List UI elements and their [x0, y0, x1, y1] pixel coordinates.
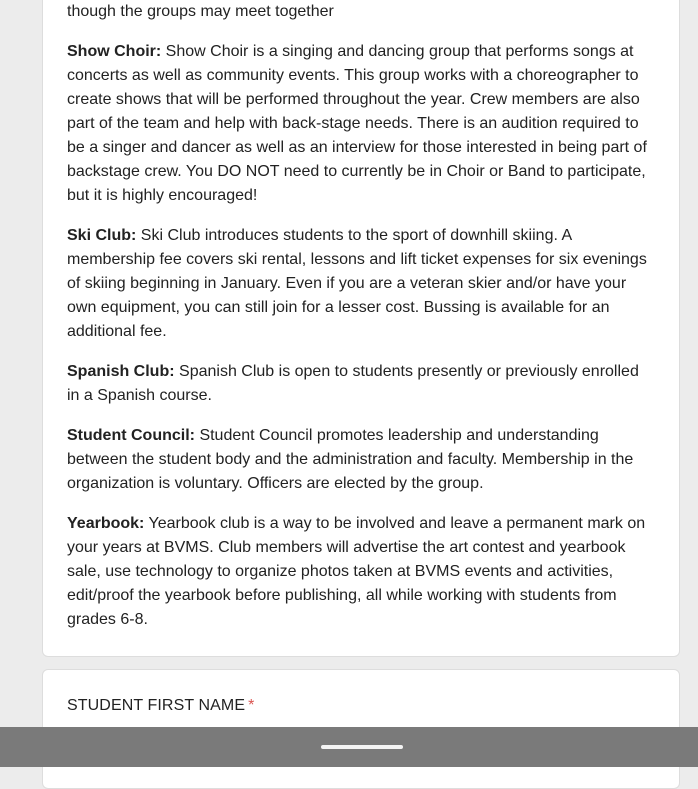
- system-navigation-bar: [0, 727, 698, 767]
- club-yearbook: [67, 512, 655, 632]
- club-description: Ski Club introduces students to the sport of downhill skiing. A membership fee covers ski rental, lessons and lift ticket expenses for six evenings of skiing beginning in January. Even if you are a veteran skier and/or have your own equipment, you can still join for a lesser cost. Bussing is available for an additional fee.: [67, 227, 647, 340]
- club-description: Student Council promotes leadership and understanding between the student body and the administration and faculty. Membership in the organization is voluntary. Officers are elected by the group.: [67, 427, 634, 492]
- required-marker: *: [248, 697, 255, 714]
- club-name: Ski Club:: [67, 227, 137, 244]
- club-name: Show Choir:: [67, 43, 162, 60]
- club-name: Student Council:: [67, 427, 195, 444]
- club-name: Spanish Club:: [67, 363, 175, 380]
- club-description: Show Choir is a singing and dancing group that performs songs at concerts as well as community events. This group works with a choreographer to create shows that will be performed throughout the year. Crew members are also part of the team and help with back-stage needs. There is an audition required to be a singer and dancer as well as an interview for those interested in being part of backstage crew. You DO NOT need to currently be in Choir or Band to participate, but it is highly encouraged!: [67, 43, 647, 204]
- field-label-text: STUDENT FIRST NAME: [67, 697, 246, 714]
- club-name: Yearbook:: [67, 515, 145, 532]
- club-student-council: [67, 424, 655, 496]
- student-first-name-label: [67, 696, 655, 716]
- club-spanish: [67, 360, 655, 408]
- club-show-choir: [67, 40, 655, 208]
- club-description: Spanish Club is open to students presently or previously enrolled in a Spanish course.: [67, 363, 639, 404]
- club-descriptions-card: [42, 0, 680, 657]
- club-ski: [67, 224, 655, 344]
- club-description: Yearbook club is a way to be involved and leave a permanent mark on your years at BVMS. Club members will advertise the art contest and yearbook sale, use technology to organize photos taken at BVMS events and activities, edit/proof the yearbook before publishing, all while working with students from grades 6-8.: [67, 515, 646, 628]
- intro-text: though the groups may meet together: [67, 3, 334, 20]
- home-indicator[interactable]: [321, 745, 403, 749]
